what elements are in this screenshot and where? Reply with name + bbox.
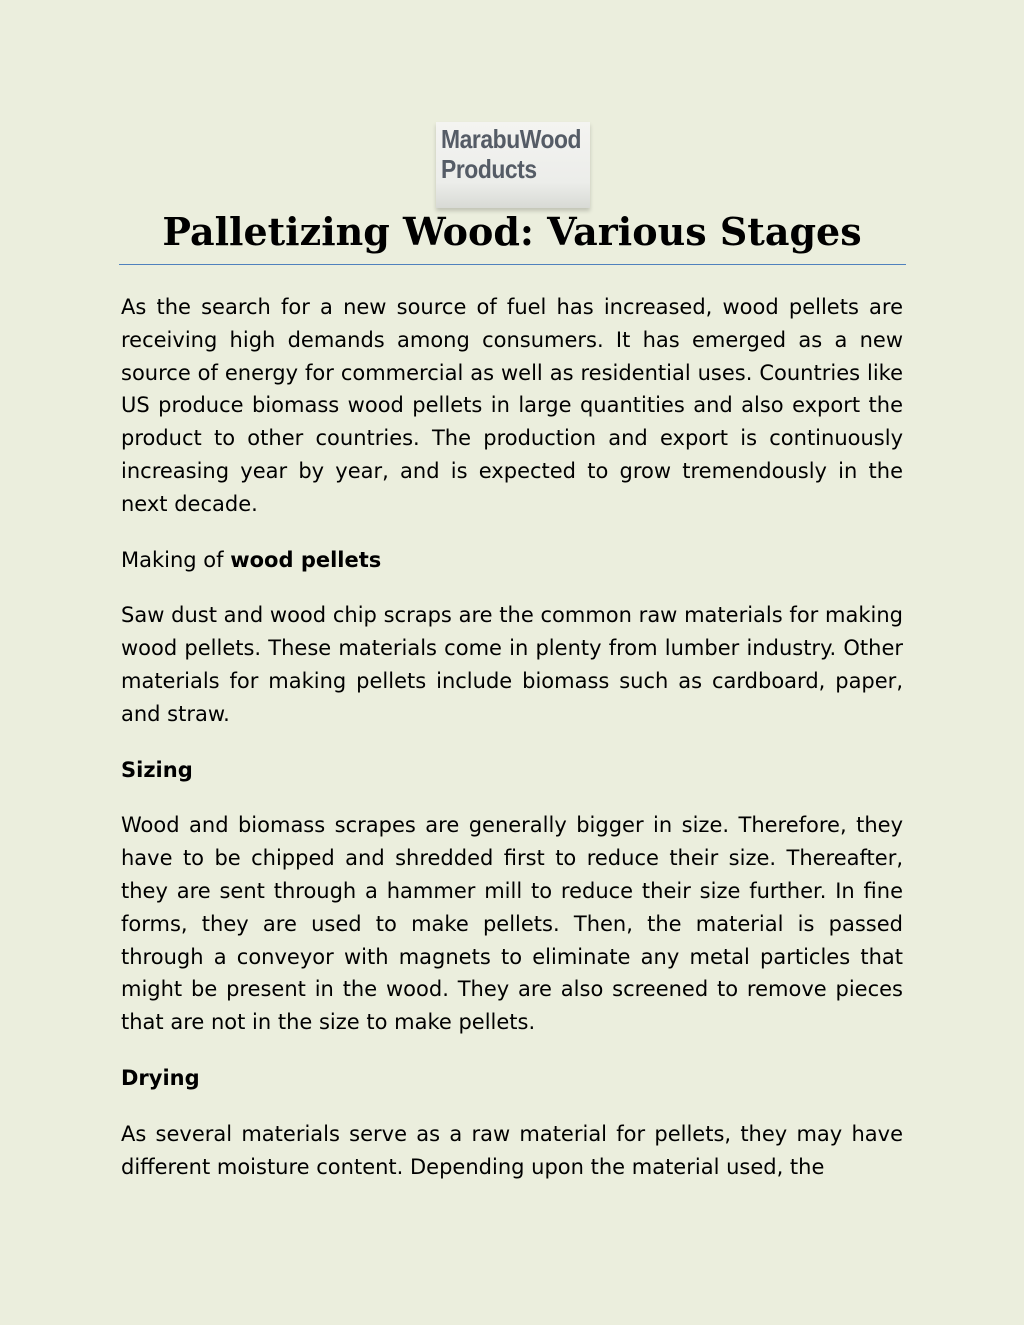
sizing-heading: Sizing	[121, 757, 193, 782]
document-body	[121, 291, 903, 1183]
making-paragraph: Saw dust and wood chip scraps are the common raw materials for making wood pellets. These materials come in plenty from lumber industry. Other materials for making pellets include biomass such as cardboard, paper, and straw.	[121, 603, 903, 726]
making-heading	[121, 544, 903, 577]
making-heading-prefix: Making of	[121, 547, 231, 572]
logo-line-1: MarabuWood	[441, 124, 582, 154]
company-logo	[436, 122, 590, 208]
page-title: Palletizing Wood: Various Stages	[162, 209, 862, 254]
intro-paragraph: As the search for a new source of fuel has increased, wood pellets are receiving high demands among consumers. It has emerged as a new source of energy for commercial as well as residential uses. Countries like US produce biomass wood pellets in large quantities and also export the product to other countries. The production and export is continuously increasing year by year, and is expected to grow tremendously in the next decade.	[121, 295, 903, 516]
sizing-paragraph: Wood and biomass scrapes are generally bigger in size. Therefore, they have to be chipped and shredded first to reduce their size. Thereafter, they are sent through a hammer mill to reduce their size further. In fine forms, they are used to make pellets. Then, the material is passed through a conveyor with magnets to eliminate any metal particles that might be present in the wood. They are also screened to remove pieces that are not in the size to make pellets.	[121, 813, 903, 1035]
drying-heading: Drying	[121, 1065, 200, 1090]
title-divider	[119, 264, 906, 265]
making-heading-bold: wood pellets	[230, 547, 382, 572]
drying-paragraph: As several materials serve as a raw material for pellets, they may have different moisture content. Depending upon the material used, the	[121, 1121, 903, 1179]
logo-line-2: Products	[441, 154, 537, 184]
